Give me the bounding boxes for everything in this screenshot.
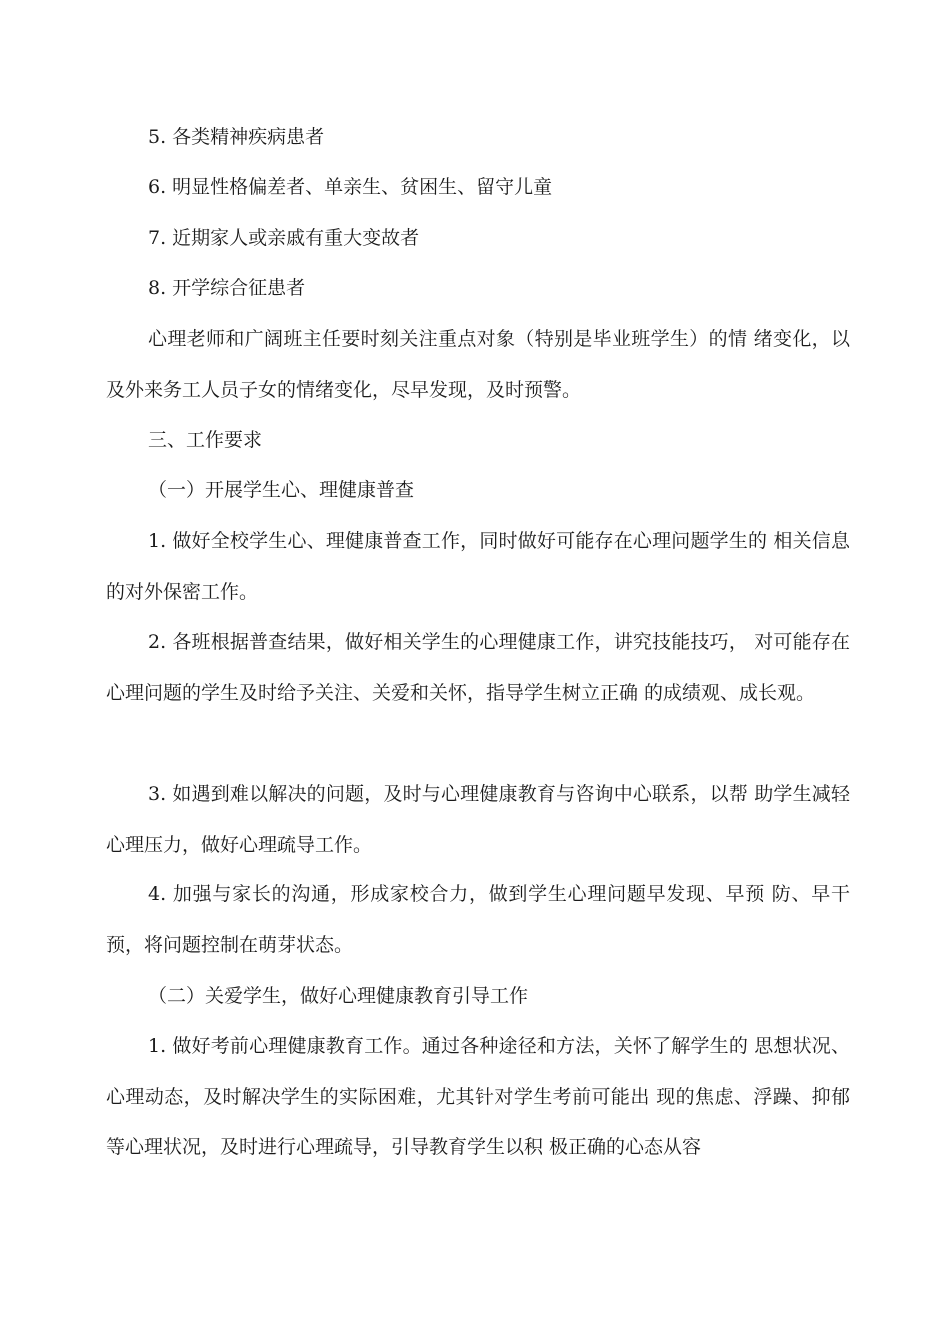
section-heading-3: 三、工作要求 <box>148 429 263 451</box>
subsection-heading-2: （二）关爱学生，做好心理健康教育引导工作 <box>148 985 529 1007</box>
list-item-6: 6. 明显性格偏差者、单亲生、贫困生、留守儿童 <box>148 176 553 198</box>
list-item-8: 8. 开学综合征患者 <box>148 277 306 299</box>
requirement-item-2: 2. 各班根据普查结果，做好相关学生的心理健康工作，讲究技能技巧， 对可能存在心理问题的学生及时给予关注、关爱和关怀，指导学生树立正确 的成绩观、成长观。 <box>106 631 850 704</box>
list-item-7: 7. 近期家人或亲戚有重大变故者 <box>148 227 420 249</box>
requirement-item-3: 3. 如遇到难以解决的问题，及时与心理健康教育与咨询中心联系，以帮 助学生减轻心理压力，做好心理疏导工作。 <box>106 783 850 856</box>
subsection-heading-1: （一）开展学生心、理健康普查 <box>148 479 415 501</box>
body-paragraph-focus: 心理老师和广阔班主任要时刻关注重点对象（特别是毕业班学生）的情 绪变化，以及外来务工人员子女的情绪变化，尽早发现，及时预警。 <box>106 328 850 401</box>
requirement-item-4: 4. 加强与家长的沟通，形成家校合力，做到学生心理问题早发现、早预 防、早干预，将问题控制在萌芽状态。 <box>106 883 850 956</box>
list-item-5: 5. 各类精神疾病患者 <box>148 126 325 148</box>
guidance-item-1: 1. 做好考前心理健康教育工作。通过各种途径和方法，关怀了解学生的 思想状况、心理动态，及时解决学生的实际困难，尤其针对学生考前可能出 现的焦虑、浮躁、抑郁等心理状况，及时进行心理疏导，引导教育学生以积 极正确的心态从容 <box>106 1035 850 1159</box>
requirement-item-1: 1. 做好全校学生心、理健康普查工作，同时做好可能存在心理问题学生的 相关信息的对外保密工作。 <box>106 530 850 603</box>
